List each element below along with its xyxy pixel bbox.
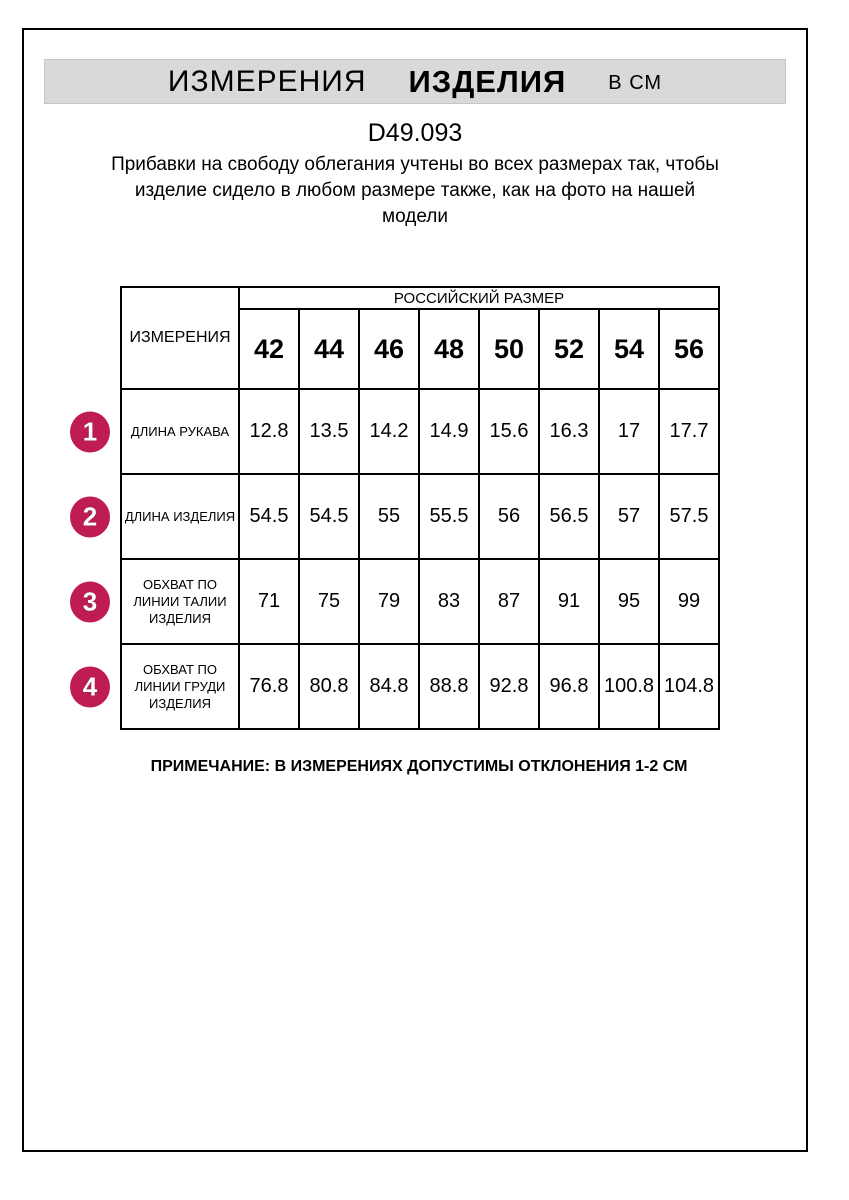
size-col-46: 46: [359, 309, 419, 389]
table-cell: 17: [599, 389, 659, 474]
table-cell: 76.8: [239, 644, 299, 729]
table-cell: 84.8: [359, 644, 419, 729]
title-product: ИЗДЕЛИЯ: [408, 63, 567, 99]
table-cell: 88.8: [419, 644, 479, 729]
measurement-label-cell: [82, 389, 239, 474]
table-cell: 83: [419, 559, 479, 644]
page-border-frame: [22, 28, 808, 1152]
size-col-50: 50: [479, 309, 539, 389]
measurement-label-cell: [82, 559, 239, 644]
table-cell: 71: [239, 559, 299, 644]
table-cell: 54.5: [239, 474, 299, 559]
fit-description: Прибавки на свободу облегания учтены во всех размерах так, чтобы изделие сидело в любом размере также, как на фото на нашей модели: [111, 154, 719, 227]
table-cell: 95: [599, 559, 659, 644]
table-cell: 55.5: [419, 474, 479, 559]
table-cell: 56: [479, 474, 539, 559]
measurement-label: ОБХВАТ ПО ЛИНИИ ТАЛИИ ИЗДЕЛИЯ: [133, 577, 227, 626]
size-col-54: 54: [599, 309, 659, 389]
measurement-label: ДЛИНА РУКАВА: [130, 424, 230, 439]
table-cell: 54.5: [299, 474, 359, 559]
title-bar: [44, 59, 786, 104]
measurements-column-header: ИЗМЕРЕНИЯ: [121, 287, 239, 389]
table-cell: 13.5: [299, 389, 359, 474]
row-number-badge: 1: [70, 411, 110, 452]
row-number-badge: 2: [70, 496, 110, 537]
size-col-44: 44: [299, 309, 359, 389]
table-cell: 55: [359, 474, 419, 559]
size-col-56: 56: [659, 309, 719, 389]
tolerance-note: ПРИМЕЧАНИЕ: В ИЗМЕРЕНИЯХ ДОПУСТИМЫ ОТКЛОНЕНИЯ 1-2 СМ: [150, 758, 688, 775]
title-unit: В СМ: [608, 72, 663, 94]
table-header-group-row: [121, 287, 719, 309]
table-cell: 16.3: [539, 389, 599, 474]
measurement-label: ОБХВАТ ПО ЛИНИИ ГРУДИ ИЗДЕЛИЯ: [134, 662, 226, 711]
size-col-48: 48: [419, 309, 479, 389]
measurement-label: ДЛИНА ИЗДЕЛИЯ: [124, 509, 236, 524]
table-cell: 56.5: [539, 474, 599, 559]
size-col-42: 42: [239, 309, 299, 389]
table-cell: 57: [599, 474, 659, 559]
table-row-sleeve-length: [121, 389, 719, 474]
table-row-waist-girth: [121, 559, 719, 644]
row-number-badge: 4: [70, 666, 110, 707]
table-cell: 17.7: [659, 389, 719, 474]
table-cell: 12.8: [239, 389, 299, 474]
table-cell: 100.8: [599, 644, 659, 729]
table-cell: 57.5: [659, 474, 719, 559]
table-row-item-length: [121, 474, 719, 559]
table-cell: 92.8: [479, 644, 539, 729]
table-cell: 15.6: [479, 389, 539, 474]
table-cell: 79: [359, 559, 419, 644]
product-code: D49.093: [367, 119, 463, 147]
russian-size-group-header: РОССИЙСКИЙ РАЗМЕР: [239, 287, 719, 309]
table-cell: 87: [479, 559, 539, 644]
table-cell: 96.8: [539, 644, 599, 729]
title-measurements: ИЗМЕРЕНИЯ: [167, 64, 367, 98]
size-table: [82, 286, 720, 730]
table-region: [82, 286, 718, 776]
table-cell: 80.8: [299, 644, 359, 729]
size-col-52: 52: [539, 309, 599, 389]
table-cell: 99: [659, 559, 719, 644]
table-cell: 104.8: [659, 644, 719, 729]
table-row-chest-girth: [121, 644, 719, 729]
table-cell: 75: [299, 559, 359, 644]
table-cell: 91: [539, 559, 599, 644]
table-cell: 14.9: [419, 389, 479, 474]
row-number-badge: 3: [70, 581, 110, 622]
table-cell: 14.2: [359, 389, 419, 474]
measurement-label-cell: [82, 644, 239, 729]
measurement-label-cell: [82, 474, 239, 559]
